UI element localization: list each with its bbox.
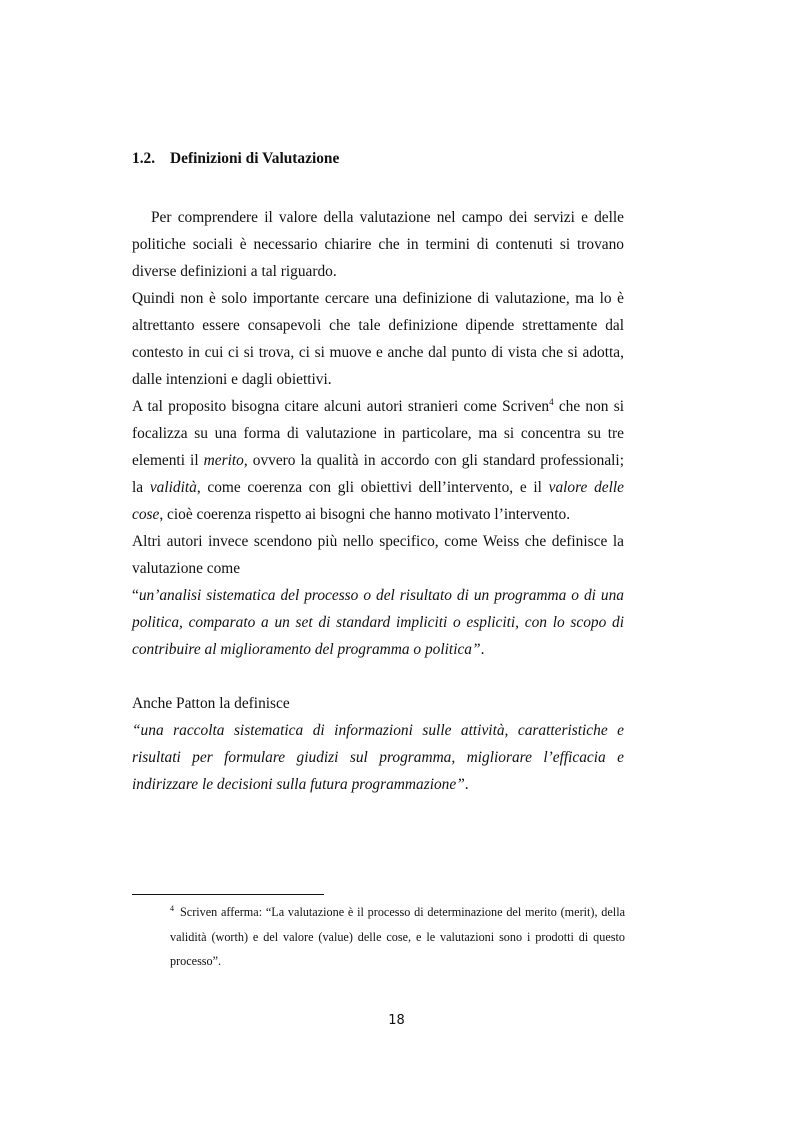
quote-weiss-close: . — [480, 641, 485, 658]
quote-weiss-text: un’analisi sistematica del processo o del risultato di un programma o di una politica, comparato a un set di standard impliciti o espliciti, con lo scopo di contribuire al miglioramento del programma o politica” — [132, 587, 624, 658]
term-merito: merito — [203, 452, 244, 469]
page-number: 18 — [388, 1013, 405, 1028]
paragraph-patton: Anche Patton la definisce — [132, 695, 290, 712]
footnote-mark: 4 — [170, 903, 174, 913]
scriven-text-5: , cioè coerenza rispetto ai bisogni che hanno motivato l’intervento. — [159, 506, 571, 523]
footnote-reference[interactable]: 4 — [549, 396, 554, 407]
footnote — [170, 900, 625, 974]
section-title: Definizioni di Valutazione — [170, 150, 340, 167]
scriven-text-3: , ovvero la qualità in accordo con gli standard professionali; la — [132, 452, 624, 496]
footnote-separator — [132, 894, 324, 895]
scriven-text-1: A tal proposito bisogna citare alcuni autori stranieri come Scriven — [132, 398, 550, 415]
paragraph-scriven — [132, 393, 624, 528]
scriven-text-4: , come coerenza con gli obiettivi dell’intervento, e il — [196, 479, 549, 496]
section-heading — [132, 150, 339, 168]
quote-patton-close: . — [464, 776, 469, 793]
term-valore: valore delle cose — [132, 479, 624, 523]
quote-weiss — [132, 582, 624, 663]
quote-patton-text: “una raccolta sistematica di informazioni sulle attività, caratteristiche e risultati per formulare giudizi sul programma, migliorare l’efficacia e indirizzare le decisioni sulla futura programmazione” — [132, 722, 624, 793]
term-validita: validità — [149, 479, 197, 496]
paragraph-weiss: Altri autori invece scendono più nello specifico, come Weiss che definisce la valutazione come — [132, 533, 624, 577]
quote-weiss-open: “ — [132, 587, 139, 604]
paragraph-intro: Per comprendere il valore della valutazione nel campo dei servizi e delle politiche sociali è necessario chiarire che in termini di contenuti si trovano diverse definizioni a tal riguardo. — [132, 209, 624, 280]
body-text — [132, 204, 624, 798]
paragraph-gap — [132, 663, 624, 690]
paragraph-definition-context: Quindi non è solo importante cercare una definizione di valutazione, ma lo è altrettanto essere consapevoli che tale definizione dipende strettamente dal contesto in cui ci si trova, ci si muove e anche dal punto di vista che si adotta, dalle intenzioni e dagli obiettivi. — [132, 290, 624, 388]
footnote-text: Scriven afferma: “La valutazione è il processo di determinazione del merito (merit), della validità (worth) e del valore (value) delle cose, e le valutazioni sono i prodotti di questo processo”. — [170, 905, 625, 968]
quote-patton — [132, 717, 624, 798]
section-number: 1.2. — [132, 150, 156, 167]
scriven-text-2: che non si focalizza su una forma di valutazione in particolare, ma si concentra su tre elementi il — [132, 398, 624, 469]
